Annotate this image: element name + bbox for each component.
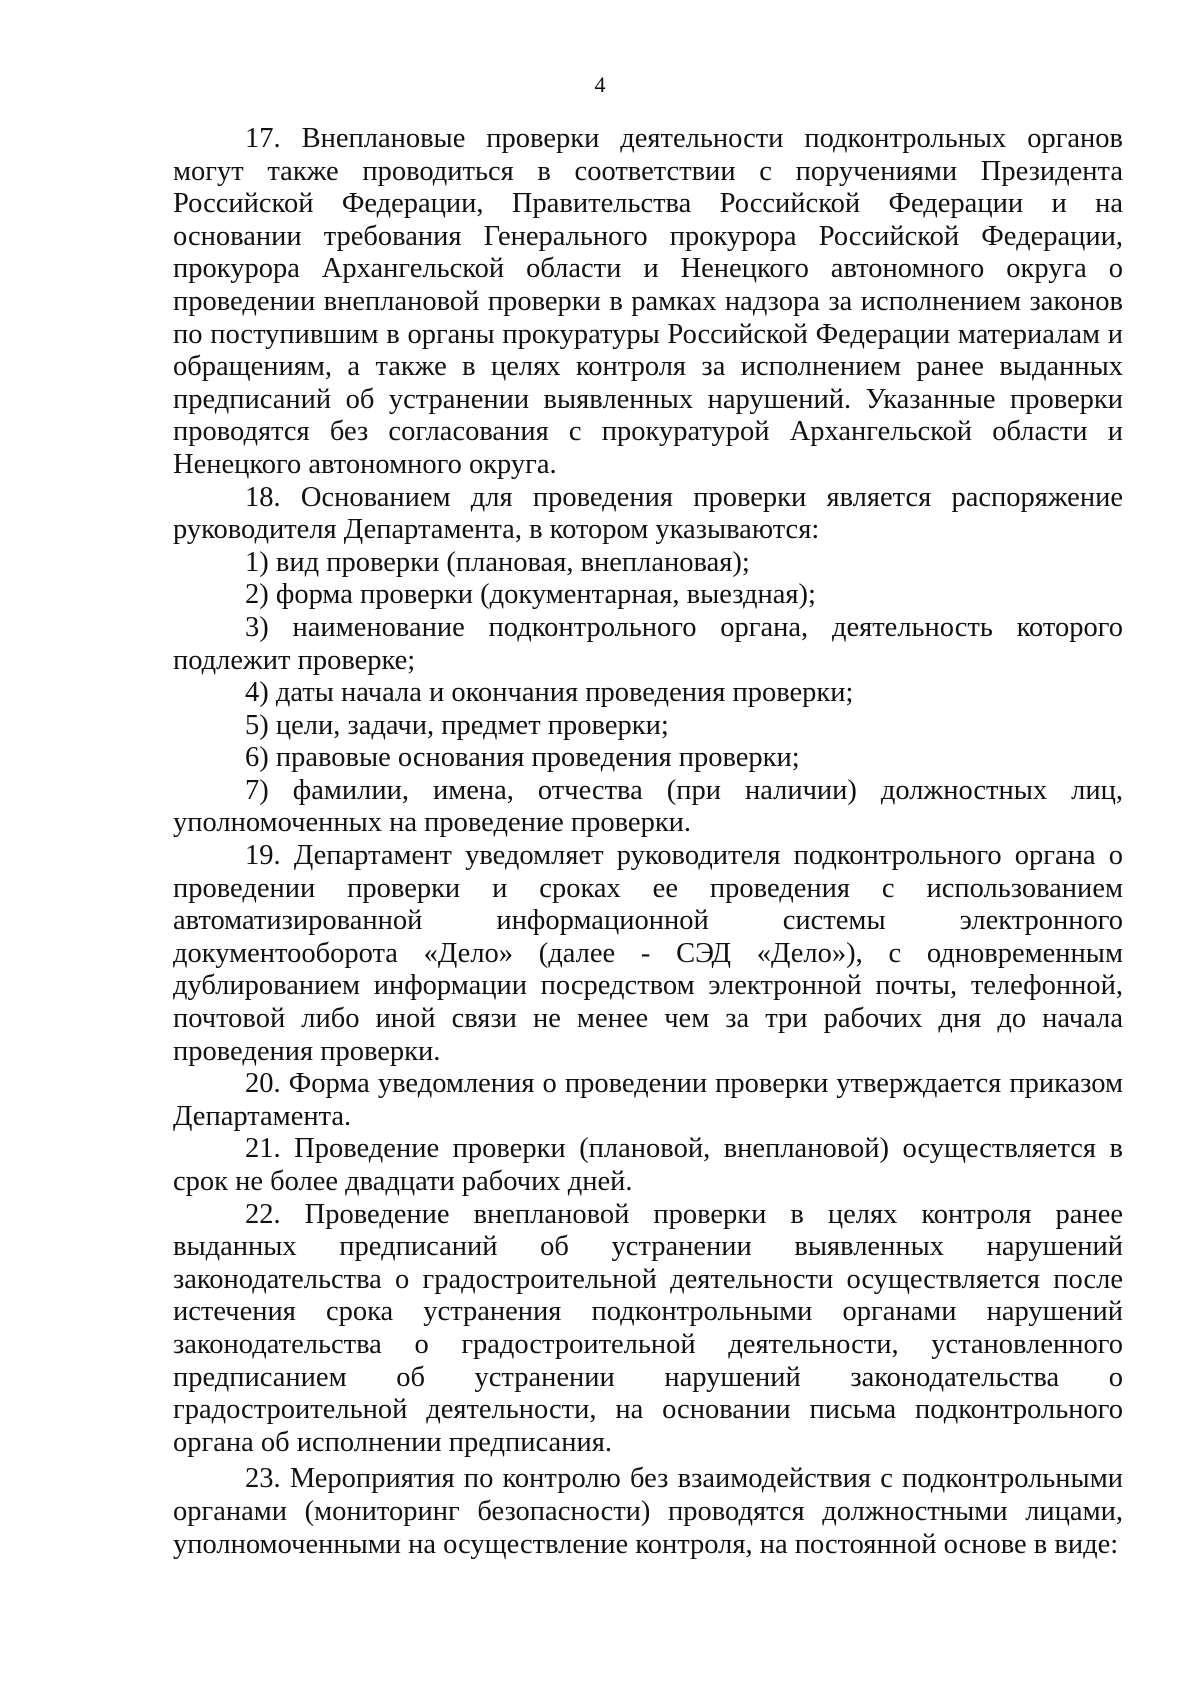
paragraph-21: 21. Проведение проверки (плановой, внеплановой) осуществляется в срок не более двадцати рабочих дней. [173,1133,1123,1197]
page-number: 4 [594,72,606,97]
paragraph-19: 19. Департамент уведомляет руководителя подконтрольного органа о проведении проверки и сроках ее проведения с использованием автоматизированной информационной системы электронного документооборота «Дело» (далее - СЭД «Дело»), с одновременным дублированием информации посредством электронной почты, телефонной, почтовой либо иной связи не менее чем за три рабочих дня до начала проведения проверки. [173,840,1123,1067]
list-item-18-7: 7) фамилии, имена, отчества (при наличии) должностных лиц, уполномоченных на проведение проверки. [173,774,1123,839]
list-item-18-3: 3) наименование подконтрольного органа, деятельность которого подлежит проверке; [173,611,1123,676]
list-item-18-6: 6) правовые основания проведения проверки; [245,742,800,774]
list-item-18-4: 4) даты начала и окончания проведения проверки; [245,677,854,709]
paragraph-17: 17. Внеплановые проверки деятельности подконтрольных органов могут также проводиться в соответствии с поручениями Президента Российской Федерации, Правительства Российской Федерации и на основании требования Генерального прокурора Российской Федерации, прокурора Архангельской области и Ненецкого автономного округа о проведении внеплановой проверки в рамках надзора за исполнением законов по поступившим в органы прокуратуры Российской Федерации материалам и обращениям, а также в целях контроля за исполнением ранее выданных предписаний об устранении выявленных нарушений. Указанные проверки проводятся без согласования с прокуратурой Архангельской области и Ненецкого автономного округа. [173,123,1123,480]
list-item-18-1: 1) вид проверки (плановая, внеплановая); [245,546,750,578]
paragraph-22: 22. Проведение внеплановой проверки в целях контроля ранее выданных предписаний об устранении выявленных нарушений законодательства о градостроительной деятельности осуществляется после истечения срока устранения подконтрольными органами нарушений законодательства о градостроительной деятельности, установленного предписанием об устранении нарушений законодательства о градостроительной деятельности, на основании письма подконтрольного органа об исполнении предписания. [173,1198,1123,1458]
list-item-18-5: 5) цели, задачи, предмет проверки; [245,709,669,741]
paragraph-23: 23. Мероприятия по контролю без взаимодействия с подконтрольными органами (мониторинг безопасности) проводятся должностными лицами, уполномоченными на осуществление контроля, на постоянной основе в виде: [173,1463,1123,1560]
paragraph-20: 20. Форма уведомления о проведении проверки утверждается приказом Департамента. [173,1068,1123,1132]
document-body [173,123,1123,1561]
paragraph-18: 18. Основанием для проведения проверки является распоряжение руководителя Департамента, в котором указываются: [173,481,1123,546]
list-item-18-2: 2) форма проверки (документарная, выездная); [245,579,816,611]
